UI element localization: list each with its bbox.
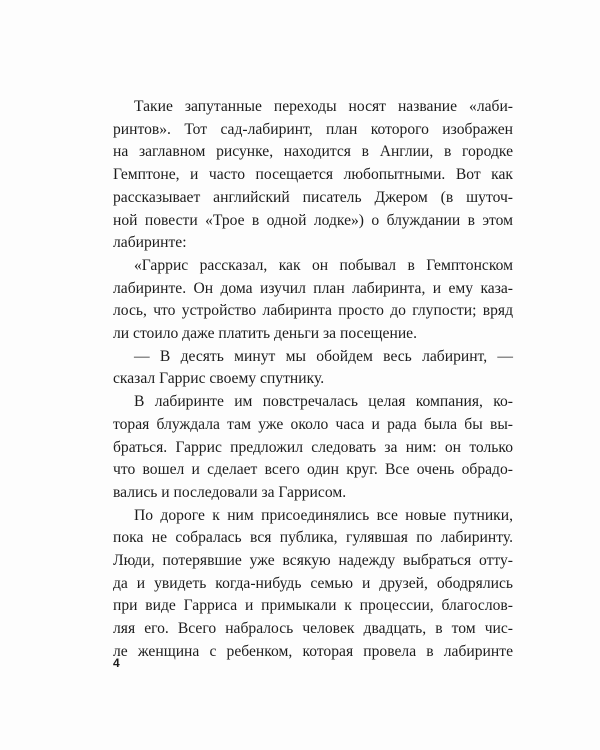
text-line: ляя его. Всего набралось человек двадцать, в том чис- [113, 620, 513, 638]
text-line: ринтов». Тот сад-лабиринт, план которого изображен [113, 120, 513, 138]
text-line: лабиринте. Он дома изучил план лабиринта, и ему каза- [113, 279, 513, 297]
text-line: — В десять минут мы обойдем весь лабиринт, — [134, 347, 513, 365]
text-line: сказал Гаррис своему спутнику. [113, 370, 325, 388]
text-line: вались и последовали за Гаррисом. [113, 483, 347, 501]
text-line: рассказывает английский писатель Джером (в шуточ- [113, 188, 513, 206]
text-line: лабиринте: [113, 234, 187, 252]
text-line: да и увидеть когда-нибудь семью и друзей, ободрялись [113, 574, 513, 592]
text-line: на заглавном рисунке, находится в Англии, в городке [113, 143, 513, 161]
text-line: лось, что устройство лабиринта просто до глупости; вряд [113, 302, 513, 320]
text-line: при виде Гарриса и примыкали к процессии, благослов- [113, 597, 513, 615]
text-line: ли стоило даже платить деньги за посещение. [113, 325, 417, 343]
body-text [113, 96, 513, 664]
text-line: браться. Гаррис предложил следовать за ним: он только [113, 438, 513, 456]
text-line: «Гаррис рассказал, как он побывал в Гемптонском [134, 256, 513, 274]
text-line: что вошел и сделает всего один круг. Все очень обрадо- [113, 461, 513, 479]
text-line: По дороге к ним присоединялись все новые путники, [134, 506, 513, 524]
text-line: торая блуждала там уже около часа и рада была бы вы- [113, 415, 513, 433]
text-line: ной повести «Трое в одной лодке») о блуждании в этом [113, 211, 513, 229]
text-line: ле женщина с ребенком, которая провела в лабиринте [113, 642, 513, 660]
text-line: В лабиринте им повстречалась целая компания, ко- [134, 393, 513, 411]
text-line: Гемптоне, и часто посещается любопытными. Вот как [113, 166, 513, 184]
page-number: 4 [113, 656, 120, 670]
text-line: пока не собралась вся публика, гулявшая по лабиринту. [113, 529, 513, 547]
text-line: Люди, потерявшие уже всякую надежду выбраться отту- [113, 552, 513, 570]
text-line: Такие запутанные переходы носят название «лаби- [134, 98, 513, 115]
